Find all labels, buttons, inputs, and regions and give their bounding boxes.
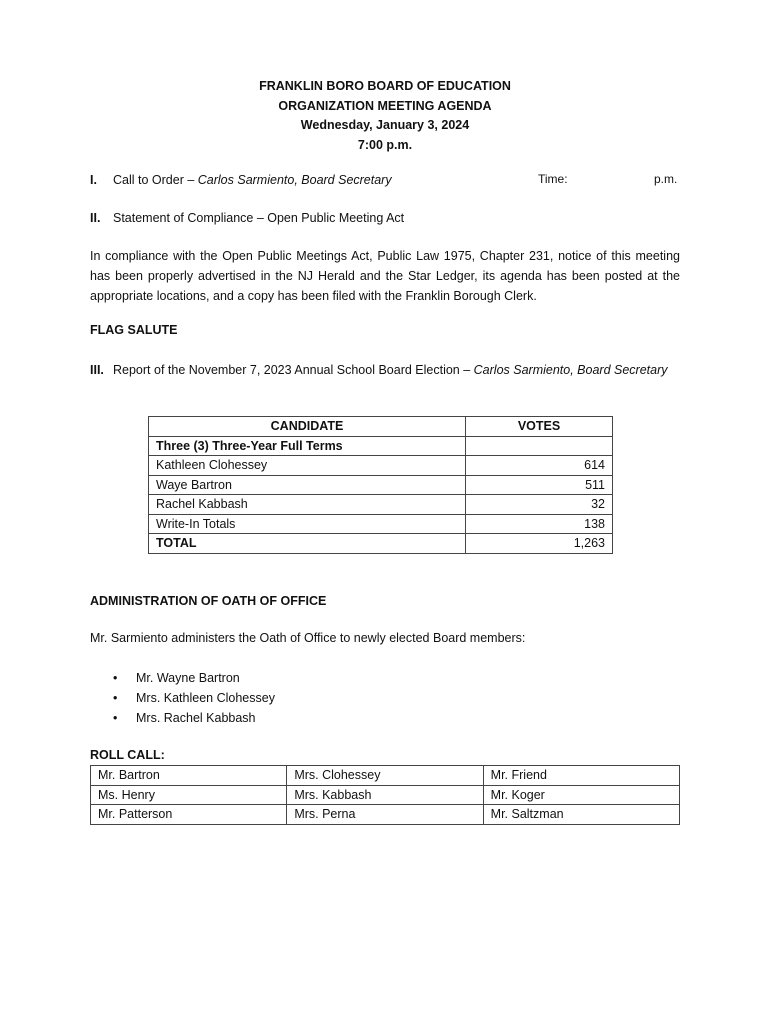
candidate-votes: 32	[466, 495, 613, 515]
pm-label: p.m.	[654, 172, 678, 186]
new-members-list	[110, 668, 275, 728]
candidate-name: Rachel Kabbash	[149, 495, 466, 515]
table-row	[91, 805, 680, 825]
roll-call-member: Ms. Henry	[91, 785, 287, 805]
table-row	[149, 495, 613, 515]
list-item	[110, 688, 275, 708]
candidate-column-header: CANDIDATE	[149, 417, 466, 437]
board-name: FRANKLIN BORO BOARD OF EDUCATION	[259, 79, 511, 93]
candidate-name: Write-In Totals	[149, 514, 466, 534]
roll-call-member: Mrs. Kabbash	[287, 785, 483, 805]
section-label: Three (3) Three-Year Full Terms	[149, 436, 466, 456]
election-results-table	[148, 416, 613, 554]
member-name: Mrs. Rachel Kabbash	[136, 711, 256, 725]
agenda-item-election-report	[90, 360, 680, 380]
total-votes: 1,263	[466, 534, 613, 554]
list-item	[110, 708, 275, 728]
candidate-votes: 511	[466, 475, 613, 495]
item-number: II.	[90, 211, 101, 225]
roll-call-member: Mr. Bartron	[91, 766, 287, 786]
compliance-paragraph: In compliance with the Open Public Meetings Act, Public Law 1975, Chapter 231, notice of this meeting has been properly advertised in the NJ Herald and the Star Ledger, its agenda has been posted at the appropriate locations, and a copy has been filed with the Franklin Borough Clerk.	[90, 249, 680, 303]
time-label: Time:	[538, 172, 568, 186]
roll-call-heading: ROLL CALL:	[90, 748, 165, 762]
candidate-votes: 138	[466, 514, 613, 534]
table-section-row	[149, 436, 613, 456]
roll-call-member: Mr. Friend	[483, 766, 679, 786]
item-text: Report of the November 7, 2023 Annual School Board Election –	[113, 363, 474, 377]
meeting-time: 7:00 p.m.	[357, 137, 413, 152]
item-presenter: Carlos Sarmiento, Board Secretary	[473, 363, 668, 377]
table-row	[149, 514, 613, 534]
agenda-item-call-to-order	[90, 170, 392, 190]
roll-call-member: Mrs. Clohessey	[287, 766, 483, 786]
candidate-name: Kathleen Clohessey	[149, 456, 466, 476]
roll-call-table	[90, 765, 680, 825]
candidate-name: Waye Bartron	[149, 475, 466, 495]
roll-call-member: Mr. Koger	[483, 785, 679, 805]
bullet-icon: •	[113, 711, 118, 725]
item-number: III.	[90, 363, 104, 377]
table-row	[91, 766, 680, 786]
bullet-icon: •	[113, 691, 118, 705]
bullet-icon: •	[113, 671, 118, 685]
meeting-title: ORGANIZATION MEETING AGENDA	[278, 98, 492, 113]
total-label: TOTAL	[149, 534, 466, 554]
table-row	[149, 475, 613, 495]
section-votes	[466, 436, 613, 456]
table-row	[91, 785, 680, 805]
oath-heading: ADMINISTRATION OF OATH OF OFFICE	[90, 594, 327, 608]
item-number: I.	[90, 173, 97, 187]
candidate-votes: 614	[466, 456, 613, 476]
roll-call-member: Mr. Patterson	[91, 805, 287, 825]
roll-call-member: Mrs. Perna	[287, 805, 483, 825]
oath-text: Mr. Sarmiento administers the Oath of Office to newly elected Board members:	[90, 631, 526, 645]
flag-salute-heading: FLAG SALUTE	[90, 323, 178, 337]
table-total-row	[149, 534, 613, 554]
member-name: Mr. Wayne Bartron	[136, 671, 240, 685]
roll-call-member: Mr. Saltzman	[483, 805, 679, 825]
votes-column-header: VOTES	[466, 417, 613, 437]
meeting-date: Wednesday, January 3, 2024	[300, 118, 470, 132]
document-header	[0, 77, 770, 155]
table-row	[149, 456, 613, 476]
item-presenter: Carlos Sarmiento, Board Secretary	[197, 173, 392, 187]
table-header-row	[149, 417, 613, 437]
list-item	[110, 668, 275, 688]
item-text: Call to Order –	[113, 173, 198, 187]
member-name: Mrs. Kathleen Clohessey	[136, 691, 275, 705]
agenda-item-statement-of-compliance	[90, 208, 404, 228]
item-text: Statement of Compliance – Open Public Meeting Act	[113, 211, 405, 225]
